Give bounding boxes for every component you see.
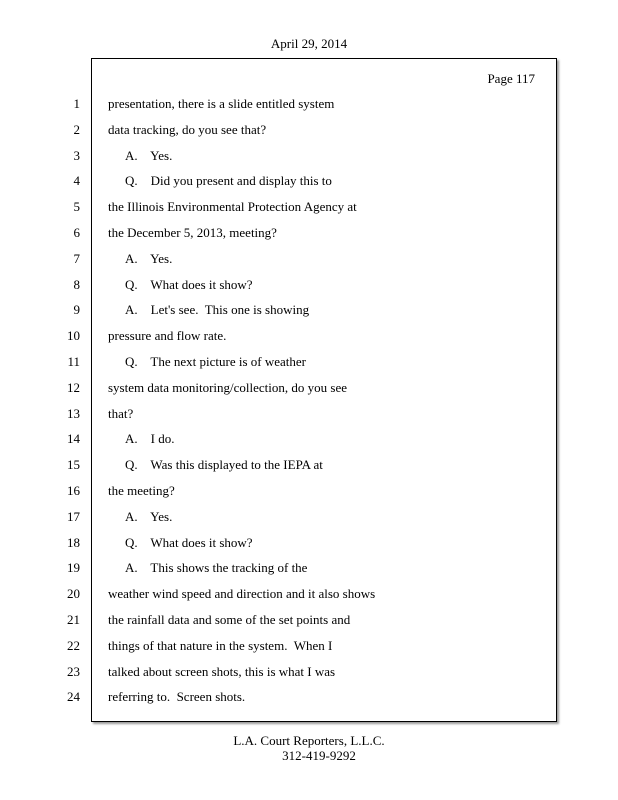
line-text: things of that nature in the system. When I <box>108 638 333 653</box>
line-number: 19 <box>67 560 80 575</box>
line-number: 15 <box>67 457 80 472</box>
line-text: A. This shows the tracking of the <box>125 560 308 575</box>
line-number: 24 <box>67 689 80 704</box>
line-text: data tracking, do you see that? <box>108 122 267 137</box>
line-text: A. Yes. <box>125 509 173 524</box>
line-number: 11 <box>67 354 80 369</box>
line-number: 2 <box>73 122 80 137</box>
line-number: 16 <box>67 483 80 498</box>
line-text: the rainfall data and some of the set points and <box>108 612 351 627</box>
line-text: weather wind speed and direction and it also shows <box>108 586 376 601</box>
line-number: 3 <box>73 148 80 163</box>
transcript-date: April 29, 2014 <box>270 36 348 51</box>
line-number: 20 <box>67 586 80 601</box>
reporter-phone: 312-419-9292 <box>282 748 356 763</box>
line-text: talked about screen shots, this is what I was <box>108 664 336 679</box>
line-number: 21 <box>67 612 80 627</box>
line-number: 6 <box>73 225 80 240</box>
line-text: Q. The next picture is of weather <box>125 354 306 369</box>
line-number: 13 <box>67 406 80 421</box>
line-number: 5 <box>73 199 80 214</box>
line-number: 12 <box>67 380 80 395</box>
line-text: system data monitoring/collection, do you see <box>108 380 348 395</box>
line-number: 8 <box>73 277 80 292</box>
page-number: Page 117 <box>487 71 535 86</box>
line-text: Q. What does it show? <box>125 535 253 550</box>
line-text: that? <box>108 406 134 421</box>
line-text: A. Yes. <box>125 148 173 163</box>
reporter-firm: L.A. Court Reporters, L.L.C. <box>233 733 385 748</box>
line-text: Q. What does it show? <box>125 277 253 292</box>
line-number: 10 <box>67 328 80 343</box>
line-text: pressure and flow rate. <box>108 328 227 343</box>
line-text: the Illinois Environmental Protection Agency at <box>108 199 357 214</box>
line-number: 9 <box>73 302 80 317</box>
line-text: the December 5, 2013, meeting? <box>108 225 277 240</box>
line-text: A. Let's see. This one is showing <box>125 302 310 317</box>
line-number: 1 <box>73 96 80 111</box>
line-number: 14 <box>67 431 80 446</box>
line-number: 4 <box>73 173 80 188</box>
line-number: 22 <box>67 638 80 653</box>
line-number: 23 <box>67 664 80 679</box>
line-text: referring to. Screen shots. <box>108 689 246 704</box>
line-text: presentation, there is a slide entitled system <box>108 96 335 111</box>
line-text: the meeting? <box>108 483 175 498</box>
line-text: Q. Was this displayed to the IEPA at <box>125 457 323 472</box>
line-text: A. I do. <box>125 431 175 446</box>
line-number: 18 <box>67 535 80 550</box>
line-text: A. Yes. <box>125 251 173 266</box>
line-number: 7 <box>73 251 80 266</box>
line-number: 17 <box>67 509 80 524</box>
line-text: Q. Did you present and display this to <box>125 173 332 188</box>
